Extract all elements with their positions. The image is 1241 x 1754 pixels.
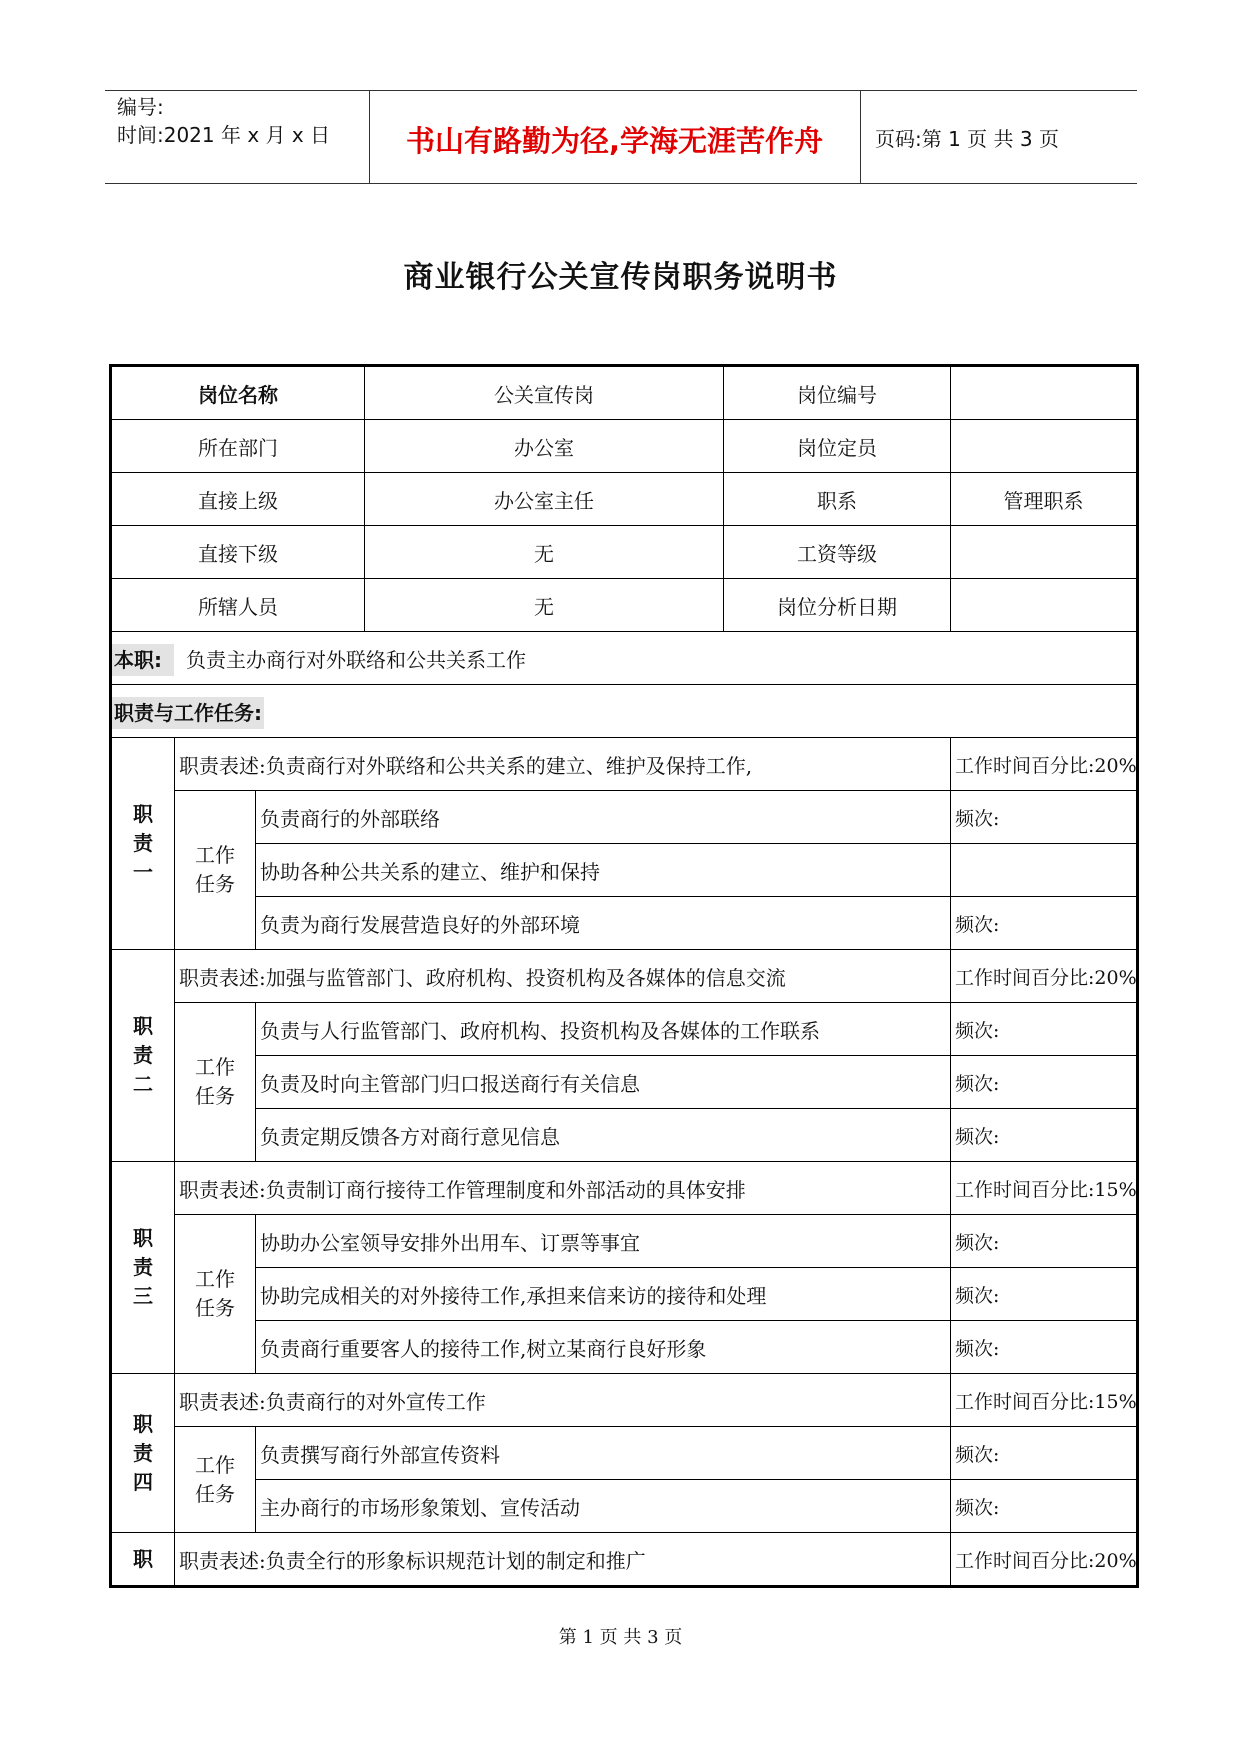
info-value: 无 [365, 526, 724, 579]
task-text: 负责及时向主管部门归口报送商行有关信息 [256, 1056, 951, 1109]
duties-heading: 职责与工作任务: [112, 697, 264, 729]
task-frequency: 频次: [951, 1321, 1138, 1374]
task-text: 负责定期反馈各方对商行意见信息 [256, 1109, 951, 1162]
task-row [111, 897, 1138, 950]
task-label: 工作 任务 [175, 1003, 256, 1162]
task-frequency: 频次: [951, 1268, 1138, 1321]
task-row [111, 791, 1138, 844]
page-footer: 第 1 页 共 3 页 [558, 1627, 683, 1648]
task-frequency: 频次: [951, 1003, 1138, 1056]
duty-description: 职责表述:负责商行对外联络和公共关系的建立、维护及保持工作, [175, 738, 951, 791]
job-description-table [109, 364, 1139, 1588]
task-text: 负责与人行监管部门、政府机构、投资机构及各媒体的工作联系 [256, 1003, 951, 1056]
task-text: 负责为商行发展营造良好的外部环境 [256, 897, 951, 950]
duty-name: 职 责 三 [111, 1162, 175, 1374]
task-row [111, 1427, 1138, 1480]
benzhi-text: 负责主办商行对外联络和公共关系工作 [186, 647, 526, 672]
info-value: 无 [365, 579, 724, 632]
duty-desc-row [111, 1533, 1138, 1587]
task-text: 负责撰写商行外部宣传资料 [256, 1427, 951, 1480]
task-text: 负责商行的外部联络 [256, 791, 951, 844]
duty-time-percent: 工作时间百分比:20% [951, 950, 1138, 1003]
info-row [111, 420, 1138, 473]
duty-desc-row [111, 738, 1138, 791]
info-value [951, 420, 1138, 473]
info-value: 办公室 [365, 420, 724, 473]
task-row [111, 1480, 1138, 1533]
task-frequency: 频次: [951, 1427, 1138, 1480]
task-row [111, 844, 1138, 897]
duties-heading-cell [111, 685, 1138, 738]
header-motto: 书山有路勤为径,学海无涯苦作舟 [405, 124, 824, 158]
task-frequency: 频次: [951, 1109, 1138, 1162]
info-value [951, 366, 1138, 420]
task-text: 主办商行的市场形象策划、宣传活动 [256, 1480, 951, 1533]
duty-description: 职责表述:负责商行的对外宣传工作 [175, 1374, 951, 1427]
task-text: 协助完成相关的对外接待工作,承担来信来访的接待和处理 [256, 1268, 951, 1321]
document-title: 商业银行公关宣传岗职务说明书 [403, 260, 838, 295]
benzhi-row [111, 632, 1138, 685]
task-row [111, 1268, 1138, 1321]
benzhi-cell [111, 632, 1138, 685]
task-frequency [951, 844, 1138, 897]
duty-time-percent: 工作时间百分比:15% [951, 1374, 1138, 1427]
task-text: 负责商行重要客人的接待工作,树立某商行良好形象 [256, 1321, 951, 1374]
info-value [951, 526, 1138, 579]
duty-desc-row [111, 1162, 1138, 1215]
info-label: 岗位定员 [724, 420, 951, 473]
info-row [111, 473, 1138, 526]
task-text: 协助各种公共关系的建立、维护和保持 [256, 844, 951, 897]
info-label: 直接上级 [111, 473, 365, 526]
header-page-info: 页码:第 1 页 共 3 页 [875, 127, 1059, 151]
task-frequency: 频次: [951, 1480, 1138, 1533]
info-label: 直接下级 [111, 526, 365, 579]
header-meta [117, 93, 330, 149]
info-value: 办公室主任 [365, 473, 724, 526]
duty-name: 职 责 二 [111, 950, 175, 1162]
task-row [111, 1215, 1138, 1268]
info-label: 职系 [724, 473, 951, 526]
task-frequency: 频次: [951, 897, 1138, 950]
duty-desc-row [111, 1374, 1138, 1427]
duty-time-percent: 工作时间百分比:20% [951, 1533, 1138, 1587]
info-row [111, 526, 1138, 579]
task-row [111, 1321, 1138, 1374]
task-frequency: 频次: [951, 1215, 1138, 1268]
info-label: 所在部门 [111, 420, 365, 473]
duty-name: 职 责 一 [111, 738, 175, 950]
task-label: 工作 任务 [175, 1215, 256, 1374]
duty-name: 职 责 四 [111, 1374, 175, 1533]
info-label: 所辖人员 [111, 579, 365, 632]
info-row [111, 579, 1138, 632]
task-row [111, 1003, 1138, 1056]
benzhi-label: 本职: [112, 644, 174, 676]
number-label: 编号: [117, 95, 164, 119]
task-frequency: 频次: [951, 791, 1138, 844]
info-value [951, 579, 1138, 632]
duty-description: 职责表述:加强与监管部门、政府机构、投资机构及各媒体的信息交流 [175, 950, 951, 1003]
header-divider [860, 91, 861, 183]
info-label: 工资等级 [724, 526, 951, 579]
task-row [111, 1056, 1138, 1109]
task-frequency: 频次: [951, 1056, 1138, 1109]
info-value: 管理职系 [951, 473, 1138, 526]
task-row [111, 1109, 1138, 1162]
info-row [111, 366, 1138, 420]
duty-name: 职 [111, 1533, 175, 1587]
info-label: 岗位名称 [111, 366, 365, 420]
duty-desc-row [111, 950, 1138, 1003]
task-text: 协助办公室领导安排外出用车、订票等事宜 [256, 1215, 951, 1268]
duty-description: 职责表述:负责全行的形象标识规范计划的制定和推广 [175, 1533, 951, 1587]
duty-description: 职责表述:负责制订商行接待工作管理制度和外部活动的具体安排 [175, 1162, 951, 1215]
task-label: 工作 任务 [175, 1427, 256, 1533]
duty-time-percent: 工作时间百分比:15% [951, 1162, 1138, 1215]
document-header [105, 90, 1137, 184]
info-value: 公关宣传岗 [365, 366, 724, 420]
info-label: 岗位编号 [724, 366, 951, 420]
info-label: 岗位分析日期 [724, 579, 951, 632]
time-label: 时间:2021 年 x 月 x 日 [117, 123, 331, 147]
duty-time-percent: 工作时间百分比:20% [951, 738, 1138, 791]
duties-heading-row [111, 685, 1138, 738]
task-label: 工作 任务 [175, 791, 256, 950]
